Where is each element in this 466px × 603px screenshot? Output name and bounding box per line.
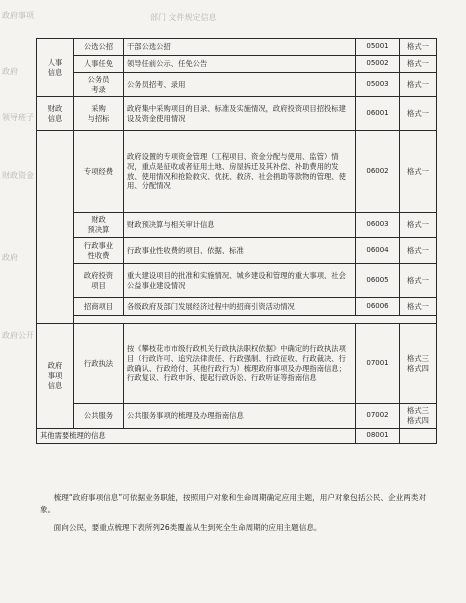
code-cell: 07001 [356, 324, 400, 404]
format-cell: 格式一 [400, 298, 437, 316]
table-row [37, 131, 437, 213]
format-cell [400, 429, 437, 444]
content-cell: 政府集中采购项目的目录、标准及实施情况，政府投资项目招投标建设及资金使用情况 [124, 97, 356, 131]
info-catalog-table [36, 38, 437, 444]
table-row [37, 56, 437, 73]
table-row [37, 429, 437, 444]
content-cell: 领导任前公示、任免公告 [124, 56, 356, 73]
code-cell: 06006 [356, 298, 400, 316]
faint-side-text: 财政资金 [2, 171, 34, 180]
subcategory-cell: 公务员 考录 [74, 73, 124, 97]
subcategory-cell: 政府投资 项目 [74, 264, 124, 298]
category-cell [37, 324, 74, 429]
code-cell: 08001 [356, 429, 400, 444]
other-info-cell: 其他需要梳理的信息 [37, 429, 356, 444]
faint-side-text: 政府公开 [2, 331, 34, 340]
content-cell: 按《攀枝花市市级行政机关行政执法职权依据》中确定的行政执法项目（行政许可、追究法律责任、行政强制、行政征收、行政裁决、行政确认、行政给付、其他行政行为）梳理政府事项及办理指南信息；行政复议、行政申诉、提起行政诉讼、行政听证等指南信息 [124, 324, 356, 404]
table-row [37, 213, 437, 238]
subcategory-cell: 公选公招 [74, 39, 124, 56]
code-cell: 05001 [356, 39, 400, 56]
format-cell: 格式一 [400, 238, 437, 264]
content-cell: 行政事业性收费的项目、依据、标准 [124, 238, 356, 264]
table-row [37, 39, 437, 56]
table-row [37, 238, 437, 264]
format-cell: 格式三 格式四 [400, 404, 437, 429]
faint-side-text: 政府 [2, 253, 18, 262]
table-row [37, 404, 437, 429]
category-label: 政府 事项 信息 [47, 361, 63, 390]
subcategory-cell: 行政事业 性收费 [74, 238, 124, 264]
table-row [37, 97, 437, 131]
subcategory-cell: 招商项目 [74, 298, 124, 316]
category-cell-empty [37, 131, 74, 324]
faint-side-text: 领导班子 [2, 113, 34, 122]
category-label: 财政 信息 [47, 103, 63, 123]
table-row [37, 324, 437, 404]
content-cell: 财政预决算与相关审计信息 [124, 213, 356, 238]
subcategory-cell: 行政执法 [74, 324, 124, 404]
format-cell: 格式一 [400, 97, 437, 131]
content-cell: 公共服务事项的梳理及办理指南信息 [124, 404, 356, 429]
subcategory-cell: 财政 预决算 [74, 213, 124, 238]
subcategory-cell: 专项经费 [74, 131, 124, 213]
code-cell: 06003 [356, 213, 400, 238]
footer-paragraph-1: 梳理“政府事项信息”可依据业务职能，按照用户对象和生命周期确定应用主题，用户对象包括公民、企业两类对象。 [40, 493, 427, 514]
table-row [37, 298, 437, 316]
category-label: 人事 信息 [47, 57, 63, 77]
code-cell: 05003 [356, 73, 400, 97]
faint-header-left: 政府事项 [2, 11, 34, 20]
code-cell: 06002 [356, 131, 400, 213]
format-cell: 格式一 [400, 264, 437, 298]
category-cell [37, 39, 74, 97]
content-cell: 重大建设项目的批准和实施情况、城乡建设和管理的重大事项、社会公益事业建设情况 [124, 264, 356, 298]
content-cell: 政府设置的专项资金管理（工程项目、资金分配与使用、监管）情况，重点是征收或者征用土地、房屋拆迁及其补偿、补助费用的发放、使用情况和抢险救灾、优抚、救济、社会捐助等款物的管理、使用、分配情况 [124, 131, 356, 213]
code-cell: 07002 [356, 404, 400, 429]
faint-side-text: 政府 [2, 67, 18, 76]
format-cell: 格式三 格式四 [400, 324, 437, 404]
table-row [37, 264, 437, 298]
format-cell: 格式一 [400, 73, 437, 97]
code-cell: 05002 [356, 56, 400, 73]
content-cell: 干部公选公招 [124, 39, 356, 56]
faint-header-mid: 部门 文件规定信息 [150, 13, 217, 22]
content-cell: 公务员招考、录用 [124, 73, 356, 97]
content-cell: 各级政府及部门发展经济过程中的招商引资活动情况 [124, 298, 356, 316]
table-row [37, 73, 437, 97]
spacer-cell [74, 316, 437, 324]
code-cell: 06005 [356, 264, 400, 298]
subcategory-cell: 采购 与招标 [74, 97, 124, 131]
format-cell: 格式一 [400, 213, 437, 238]
footer-paragraph-2: 面向公民，要重点梳理下表所列26类覆盖从生到死全生命周期的应用主题信息。 [53, 523, 322, 532]
format-cell: 格式一 [400, 56, 437, 73]
code-cell: 06001 [356, 97, 400, 131]
subcategory-cell: 公共服务 [74, 404, 124, 429]
format-cell: 格式一 [400, 39, 437, 56]
table-row [37, 316, 437, 324]
category-cell [37, 97, 74, 131]
code-cell: 06004 [356, 238, 400, 264]
format-cell: 格式一 [400, 131, 437, 213]
subcategory-cell: 人事任免 [74, 56, 124, 73]
